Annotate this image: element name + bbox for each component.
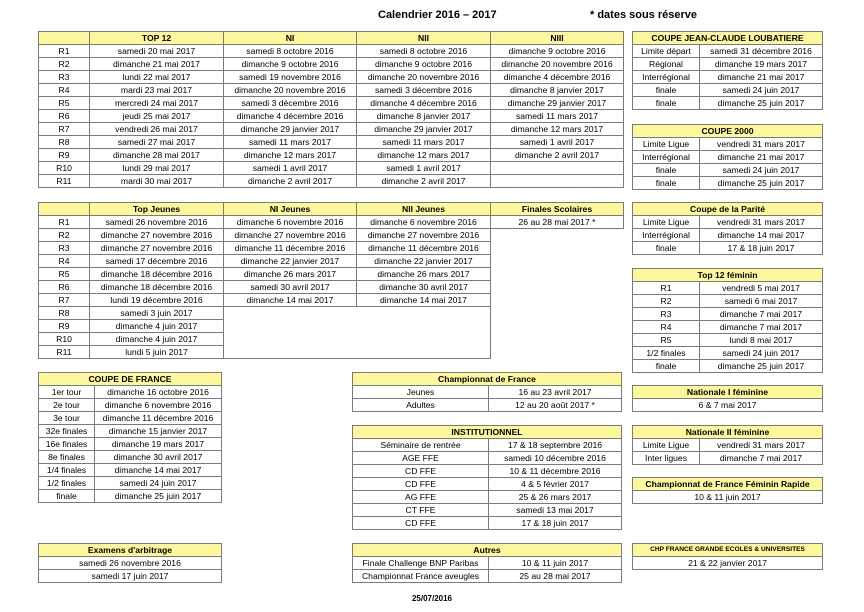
date-cell: dimanche 8 janvier 2017 <box>491 84 624 97</box>
date-cell: dimanche 6 novembre 2016 <box>357 216 491 229</box>
table-row <box>39 399 222 412</box>
date-cell: dimanche 12 mars 2017 <box>491 123 624 136</box>
date-cell: samedi 24 juin 2017 <box>700 347 823 360</box>
date-cell: samedi 17 juin 2017 <box>39 570 222 583</box>
examens-arbitrage-table <box>38 543 222 583</box>
table-row <box>353 465 622 478</box>
stage-label: 1/2 finales <box>39 477 95 490</box>
stage-label: Limite Ligue <box>633 138 700 151</box>
table-row <box>39 255 491 268</box>
stage-label: Interrégional <box>633 151 700 164</box>
stage-label: 1/2 finales <box>633 347 700 360</box>
coupe-de-france-table <box>38 372 222 503</box>
date-cell: 17 & 18 juin 2017 <box>489 517 622 530</box>
date-cell: 26 au 28 mai 2017 * <box>491 216 624 229</box>
date-cell: samedi 24 juin 2017 <box>700 164 823 177</box>
date-cell: dimanche 7 mai 2017 <box>700 452 823 465</box>
date-cell: dimanche 21 mai 2017 <box>700 151 823 164</box>
table-row <box>353 504 622 517</box>
header-top12-feminin: Top 12 féminin <box>633 269 823 282</box>
header-coupe-2000: COUPE 2000 <box>633 125 823 138</box>
date-cell: samedi 19 novembre 2016 <box>224 71 357 84</box>
date-cell: dimanche 27 novembre 2016 <box>90 242 224 255</box>
stage-label: 1/4 finales <box>39 464 95 477</box>
round-label: R11 <box>39 346 90 359</box>
event-label: AG FFE <box>353 491 489 504</box>
date-cell: dimanche 4 juin 2017 <box>90 333 224 346</box>
date-cell: vendredi 31 mars 2017 <box>700 216 823 229</box>
date-cell: samedi 3 décembre 2016 <box>224 97 357 110</box>
table-row <box>39 490 222 503</box>
header-chpt-feminin-rapide: Championnat de France Féminin Rapide <box>633 478 823 491</box>
round-label: R7 <box>39 294 90 307</box>
table-row <box>633 347 823 360</box>
header-autres: Autres <box>353 544 622 557</box>
event-label: CD FFE <box>353 478 489 491</box>
top12-feminin-table <box>632 268 823 373</box>
table-row <box>353 386 622 399</box>
category-label: Adultes <box>353 399 489 412</box>
date-cell: mercredi 24 mai 2017 <box>90 97 224 110</box>
date-cell: dimanche 21 mai 2017 <box>700 71 823 84</box>
stage-label: R4 <box>633 321 700 334</box>
table-row <box>353 439 622 452</box>
date-cell: dimanche 4 décembre 2016 <box>357 97 491 110</box>
round-label: R5 <box>39 268 90 281</box>
stage-label: 3e tour <box>39 412 95 425</box>
round-label: R2 <box>39 229 90 242</box>
date-cell: 16 au 23 avril 2017 <box>489 386 622 399</box>
event-label: AGE FFE <box>353 452 489 465</box>
table-row <box>39 97 624 110</box>
coupe-2000-table <box>632 124 823 190</box>
date-cell: dimanche 26 mars 2017 <box>224 268 357 281</box>
date-cell: 25 & 26 mars 2017 <box>489 491 622 504</box>
date-cell: jeudi 25 mai 2017 <box>90 110 224 123</box>
date-cell: dimanche 11 décembre 2016 <box>95 412 222 425</box>
date-cell: samedi 3 juin 2017 <box>90 307 224 320</box>
date-cell <box>491 175 624 188</box>
finales-scolaires-table <box>490 202 624 229</box>
table-row <box>39 464 222 477</box>
empty-block <box>224 307 491 359</box>
date-cell: samedi 3 décembre 2016 <box>357 84 491 97</box>
date-cell: 4 & 5 février 2017 <box>489 478 622 491</box>
stage-label: R5 <box>633 334 700 347</box>
table-row <box>39 294 491 307</box>
table-header-row <box>39 203 491 216</box>
date-cell: samedi 1 avril 2017 <box>224 162 357 175</box>
stage-label: 2e tour <box>39 399 95 412</box>
date-cell: samedi 20 mai 2017 <box>90 45 224 58</box>
date-cell: dimanche 25 juin 2017 <box>700 360 823 373</box>
page-title: Calendrier 2016 – 2017 <box>378 9 497 21</box>
nationale2-feminine-table <box>632 425 823 465</box>
date-cell: dimanche 28 mai 2017 <box>90 149 224 162</box>
stage-label: R2 <box>633 295 700 308</box>
event-label: Finale Challenge BNP Paribas <box>353 557 489 570</box>
date-cell: samedi 13 mai 2017 <box>489 504 622 517</box>
date-cell: samedi 1 avril 2017 <box>357 162 491 175</box>
stage-label: finale <box>633 84 700 97</box>
header-finales-scolaires: Finales Scolaires <box>491 203 624 216</box>
table-row <box>39 557 222 570</box>
stage-label: Interrégional <box>633 71 700 84</box>
stage-label: finale <box>633 97 700 110</box>
jeunes-table <box>38 202 491 359</box>
date-cell: samedi 26 novembre 2016 <box>90 216 224 229</box>
date-cell: dimanche 7 mai 2017 <box>700 308 823 321</box>
date-cell: dimanche 26 mars 2017 <box>357 268 491 281</box>
header-top12: TOP 12 <box>90 32 224 45</box>
date-cell: dimanche 19 mars 2017 <box>700 58 823 71</box>
date-cell: 12 au 20 août 2017 * <box>489 399 622 412</box>
header-championnat-france: Championnat de France <box>353 373 622 386</box>
table-row <box>633 45 823 58</box>
stage-label: 1er tour <box>39 386 95 399</box>
date-cell: vendredi 31 mars 2017 <box>700 138 823 151</box>
table-row <box>39 412 222 425</box>
header-nii-jeunes: NII Jeunes <box>357 203 491 216</box>
header-ni-jeunes: NI Jeunes <box>224 203 357 216</box>
table-row <box>39 438 222 451</box>
stage-label: R1 <box>633 282 700 295</box>
date-cell: dimanche 22 janvier 2017 <box>224 255 357 268</box>
date-cell: samedi 6 mai 2017 <box>700 295 823 308</box>
table-row <box>633 229 823 242</box>
round-label: R10 <box>39 333 90 346</box>
table-row <box>633 452 823 465</box>
round-label: R3 <box>39 71 90 84</box>
stage-label: Limite départ <box>633 45 700 58</box>
date-cell: dimanche 12 mars 2017 <box>357 149 491 162</box>
date-cell: dimanche 2 avril 2017 <box>491 149 624 162</box>
date-cell: dimanche 21 mai 2017 <box>90 58 224 71</box>
date-cell: samedi 11 mars 2017 <box>224 136 357 149</box>
table-row <box>633 97 823 110</box>
table-row <box>39 136 624 149</box>
date-cell: dimanche 4 décembre 2016 <box>224 110 357 123</box>
table-row <box>633 308 823 321</box>
table-row <box>39 175 624 188</box>
date-cell: samedi 8 octobre 2016 <box>224 45 357 58</box>
stage-label: finale <box>633 177 700 190</box>
header-chp-grandes-ecoles: CHP FRANCE GRANDE ECOLES & UNIVERSITES <box>633 544 823 557</box>
table-row <box>39 162 624 175</box>
date-cell: dimanche 18 décembre 2016 <box>90 268 224 281</box>
stage-label: Limite Ligue <box>633 439 700 452</box>
nationale1-feminine-table <box>632 385 823 412</box>
table-row <box>633 177 823 190</box>
date-cell: dimanche 27 novembre 2016 <box>90 229 224 242</box>
table-row <box>633 360 823 373</box>
date-cell: mardi 30 mai 2017 <box>90 175 224 188</box>
header-coupe-parite: Coupe de la Parité <box>633 203 823 216</box>
date-cell: dimanche 29 janvier 2017 <box>491 97 624 110</box>
date-cell: lundi 8 mai 2017 <box>700 334 823 347</box>
table-row <box>353 517 622 530</box>
table-row <box>633 242 823 255</box>
date-cell: samedi 11 mars 2017 <box>357 136 491 149</box>
table-row <box>39 386 222 399</box>
table-row <box>39 71 624 84</box>
table-row <box>633 282 823 295</box>
table-row <box>353 399 622 412</box>
table-row <box>633 71 823 84</box>
stage-label: finale <box>633 242 700 255</box>
stage-label: finale <box>39 490 95 503</box>
table-row <box>633 164 823 177</box>
round-label: R4 <box>39 255 90 268</box>
date-cell: dimanche 25 juin 2017 <box>700 177 823 190</box>
institutionnel-table <box>352 425 622 530</box>
round-label: R6 <box>39 281 90 294</box>
table-row <box>633 138 823 151</box>
date-cell: 25 au 28 mai 2017 <box>489 570 622 583</box>
event-label: Championnat France aveugles <box>353 570 489 583</box>
table-row <box>39 451 222 464</box>
date-cell: dimanche 20 novembre 2016 <box>224 84 357 97</box>
date-cell: dimanche 6 novembre 2016 <box>95 399 222 412</box>
footer-date: 25/07/2016 <box>411 594 453 603</box>
date-cell: dimanche 27 novembre 2016 <box>224 229 357 242</box>
round-label: R1 <box>39 45 90 58</box>
table-row <box>39 268 491 281</box>
date-cell: dimanche 14 mai 2017 <box>700 229 823 242</box>
round-label: R9 <box>39 149 90 162</box>
table-row <box>39 281 491 294</box>
table-row <box>353 491 622 504</box>
date-cell: samedi 26 novembre 2016 <box>39 557 222 570</box>
header-top-jeunes: Top Jeunes <box>90 203 224 216</box>
stage-label: R3 <box>633 308 700 321</box>
table-row <box>353 452 622 465</box>
date-cell: dimanche 2 avril 2017 <box>224 175 357 188</box>
table-row <box>633 58 823 71</box>
date-cell: dimanche 4 juin 2017 <box>90 320 224 333</box>
date-cell: 6 & 7 mai 2017 <box>633 399 823 412</box>
round-label: R2 <box>39 58 90 71</box>
date-cell: 10 & 11 juin 2017 <box>633 491 823 504</box>
date-cell: vendredi 31 mars 2017 <box>700 439 823 452</box>
date-cell: lundi 22 mai 2017 <box>90 71 224 84</box>
category-label: Jeunes <box>353 386 489 399</box>
date-cell: samedi 30 avril 2017 <box>224 281 357 294</box>
date-cell: dimanche 30 avril 2017 <box>357 281 491 294</box>
event-label: CD FFE <box>353 517 489 530</box>
date-cell: dimanche 14 mai 2017 <box>357 294 491 307</box>
table-row <box>39 45 624 58</box>
stage-label: 8e finales <box>39 451 95 464</box>
table-row <box>39 307 491 320</box>
date-cell: dimanche 9 octobre 2016 <box>357 58 491 71</box>
table-row <box>353 570 622 583</box>
coupe-parite-table <box>632 202 823 255</box>
date-cell: dimanche 9 octobre 2016 <box>491 45 624 58</box>
date-cell: vendredi 26 mai 2017 <box>90 123 224 136</box>
chpt-feminin-rapide-table <box>632 477 823 504</box>
date-cell: dimanche 29 janvier 2017 <box>357 123 491 136</box>
stage-label: finale <box>633 360 700 373</box>
date-cell: 17 & 18 juin 2017 <box>700 242 823 255</box>
date-cell: dimanche 11 décembre 2016 <box>224 242 357 255</box>
date-cell: samedi 24 juin 2017 <box>700 84 823 97</box>
header-niii: NIII <box>491 32 624 45</box>
date-cell: dimanche 11 décembre 2016 <box>357 242 491 255</box>
stage-label: 32e finales <box>39 425 95 438</box>
header-ni: NI <box>224 32 357 45</box>
date-cell: dimanche 20 novembre 2016 <box>491 58 624 71</box>
table-row <box>633 151 823 164</box>
round-label: R11 <box>39 175 90 188</box>
table-row <box>633 321 823 334</box>
date-cell: dimanche 4 décembre 2016 <box>491 71 624 84</box>
top12-table <box>38 31 624 188</box>
table-row <box>633 84 823 97</box>
date-cell: dimanche 8 janvier 2017 <box>357 110 491 123</box>
table-row <box>39 58 624 71</box>
table-row <box>39 110 624 123</box>
date-cell: dimanche 25 juin 2017 <box>95 490 222 503</box>
chp-grandes-ecoles-table <box>632 543 823 570</box>
table-row <box>633 439 823 452</box>
date-cell: 10 & 11 juin 2017 <box>489 557 622 570</box>
round-label: R4 <box>39 84 90 97</box>
round-label: R10 <box>39 162 90 175</box>
date-cell: vendredi 5 mai 2017 <box>700 282 823 295</box>
date-cell: dimanche 27 novembre 2016 <box>357 229 491 242</box>
round-label: R3 <box>39 242 90 255</box>
stage-label: Inter ligues <box>633 452 700 465</box>
date-cell: dimanche 30 avril 2017 <box>95 451 222 464</box>
date-cell: samedi 1 avril 2017 <box>491 136 624 149</box>
date-cell: samedi 31 décembre 2016 <box>700 45 823 58</box>
date-cell: samedi 10 décembre 2016 <box>489 452 622 465</box>
header-coupe-jcl: COUPE JEAN-CLAUDE LOUBATIERE <box>633 32 823 45</box>
date-cell: 21 & 22 janvier 2017 <box>633 557 823 570</box>
date-cell: dimanche 14 mai 2017 <box>95 464 222 477</box>
date-cell: 10 & 11 décembre 2016 <box>489 465 622 478</box>
date-cell: dimanche 22 janvier 2017 <box>357 255 491 268</box>
date-cell: dimanche 29 janvier 2017 <box>224 123 357 136</box>
round-label: R5 <box>39 97 90 110</box>
stage-label: Régional <box>633 58 700 71</box>
date-cell: dimanche 12 mars 2017 <box>224 149 357 162</box>
date-cell: 17 & 18 septembre 2016 <box>489 439 622 452</box>
round-label: R6 <box>39 110 90 123</box>
date-cell: dimanche 20 novembre 2016 <box>357 71 491 84</box>
round-label: R8 <box>39 307 90 320</box>
table-row <box>633 295 823 308</box>
table-row <box>39 425 222 438</box>
event-label: Séminaire de rentrée <box>353 439 489 452</box>
coupe-jcl-table <box>632 31 823 110</box>
table-row <box>39 570 222 583</box>
date-cell: dimanche 7 mai 2017 <box>700 321 823 334</box>
date-cell: lundi 19 décembre 2016 <box>90 294 224 307</box>
table-header-row <box>39 32 624 45</box>
table-row <box>353 478 622 491</box>
date-cell: dimanche 16 octobre 2016 <box>95 386 222 399</box>
round-label: R9 <box>39 320 90 333</box>
stage-label: Interrégional <box>633 229 700 242</box>
date-cell: dimanche 14 mai 2017 <box>224 294 357 307</box>
date-cell: dimanche 2 avril 2017 <box>357 175 491 188</box>
table-row <box>39 123 624 136</box>
date-cell: dimanche 18 décembre 2016 <box>90 281 224 294</box>
date-cell: samedi 8 octobre 2016 <box>357 45 491 58</box>
date-cell: lundi 29 mai 2017 <box>90 162 224 175</box>
date-cell: lundi 5 juin 2017 <box>90 346 224 359</box>
header-coupe-de-france: COUPE DE FRANCE <box>39 373 222 386</box>
date-cell: dimanche 19 mars 2017 <box>95 438 222 451</box>
date-cell: samedi 11 mars 2017 <box>491 110 624 123</box>
date-cell: samedi 27 mai 2017 <box>90 136 224 149</box>
stage-label: 16e finales <box>39 438 95 451</box>
table-row <box>39 229 491 242</box>
date-cell: samedi 17 décembre 2016 <box>90 255 224 268</box>
table-row <box>633 216 823 229</box>
date-cell: dimanche 25 juin 2017 <box>700 97 823 110</box>
date-cell <box>491 162 624 175</box>
table-row <box>39 477 222 490</box>
event-label: CT FFE <box>353 504 489 517</box>
event-label: CD FFE <box>353 465 489 478</box>
table-row <box>633 334 823 347</box>
date-cell: samedi 24 juin 2017 <box>95 477 222 490</box>
header-nationale2-feminine: Nationale II féminine <box>633 426 823 439</box>
date-cell: dimanche 6 novembre 2016 <box>224 216 357 229</box>
header-institutionnel: INSTITUTIONNEL <box>353 426 622 439</box>
table-row <box>39 242 491 255</box>
autres-table <box>352 543 622 583</box>
table-row <box>39 149 624 162</box>
round-label: R1 <box>39 216 90 229</box>
round-label: R8 <box>39 136 90 149</box>
header-nii: NII <box>357 32 491 45</box>
date-cell: dimanche 15 janvier 2017 <box>95 425 222 438</box>
round-label: R7 <box>39 123 90 136</box>
date-cell: mardi 23 mai 2017 <box>90 84 224 97</box>
stage-label: finale <box>633 164 700 177</box>
table-row <box>39 216 491 229</box>
stage-label: Limite Ligue <box>633 216 700 229</box>
table-row <box>353 557 622 570</box>
date-cell: dimanche 9 octobre 2016 <box>224 58 357 71</box>
header-nationale1-feminine: Nationale I féminine <box>633 386 823 399</box>
table-row <box>39 84 624 97</box>
reserve-note: * dates sous réserve <box>590 9 698 21</box>
championnat-france-table <box>352 372 622 412</box>
header-examens-arbitrage: Examens d'arbitrage <box>39 544 222 557</box>
